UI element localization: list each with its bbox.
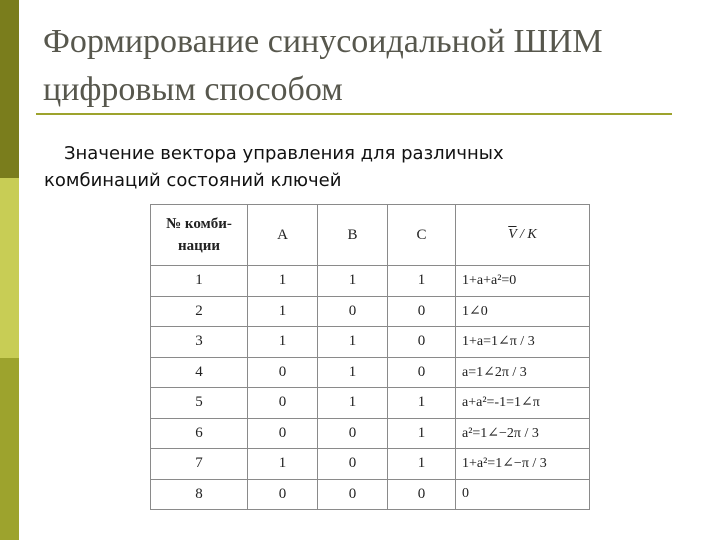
- header-a: A: [248, 205, 318, 266]
- table-row: [151, 449, 590, 480]
- slide-title: [43, 18, 683, 114]
- cell-vector-expression: a+a²=-1=1∠π: [456, 388, 590, 419]
- cell-vector-expression: 1+a=1∠π / 3: [456, 327, 590, 358]
- table-row: [151, 418, 590, 449]
- cell-combination-number: 7: [151, 449, 248, 480]
- header-b: B: [318, 205, 388, 266]
- table-row: [151, 357, 590, 388]
- cell-b: 1: [318, 327, 388, 358]
- table-caption-line-1: Значение вектора управления для различных: [64, 143, 504, 164]
- header-c: C: [388, 205, 456, 266]
- cell-b: 1: [318, 266, 388, 297]
- cell-c: 0: [388, 357, 456, 388]
- cell-a: 1: [248, 327, 318, 358]
- cell-b: 0: [318, 479, 388, 510]
- header-combination-line-1: № комби-: [166, 216, 232, 232]
- cell-combination-number: 2: [151, 296, 248, 327]
- cell-vector-expression: a²=1∠−2π / 3: [456, 418, 590, 449]
- accent-bar-middle: [0, 178, 19, 358]
- header-combination-line-2: нации: [177, 238, 221, 254]
- accent-bar-bottom: [0, 358, 19, 540]
- cell-c: 1: [388, 418, 456, 449]
- cell-b: 0: [318, 449, 388, 480]
- header-vector-over-k: [456, 205, 590, 266]
- title-underline: [36, 113, 672, 115]
- cell-c: 1: [388, 388, 456, 419]
- header-combination-number: [151, 205, 248, 266]
- slide-title-line-2: цифровым способом: [43, 71, 343, 108]
- table-row: [151, 266, 590, 297]
- header-slash-k: / K: [516, 227, 537, 242]
- cell-a: 0: [248, 479, 318, 510]
- cell-combination-number: 4: [151, 357, 248, 388]
- cell-c: 1: [388, 266, 456, 297]
- table-row: [151, 296, 590, 327]
- cell-b: 1: [318, 357, 388, 388]
- cell-combination-number: 1: [151, 266, 248, 297]
- table-caption: [44, 140, 684, 194]
- cell-c: 0: [388, 327, 456, 358]
- table-row: [151, 479, 590, 510]
- table-caption-line-2: комбинаций состояний ключей: [44, 170, 342, 191]
- cell-a: 0: [248, 357, 318, 388]
- cell-a: 0: [248, 388, 318, 419]
- cell-a: 1: [248, 296, 318, 327]
- cell-vector-expression: 1∠0: [456, 296, 590, 327]
- cell-b: 0: [318, 296, 388, 327]
- table-header-row: [151, 205, 590, 266]
- cell-a: 1: [248, 266, 318, 297]
- cell-a: 0: [248, 418, 318, 449]
- cell-combination-number: 3: [151, 327, 248, 358]
- cell-c: 1: [388, 449, 456, 480]
- header-vector-symbol: $\overline{V}$: [508, 227, 517, 242]
- cell-c: 0: [388, 296, 456, 327]
- cell-c: 0: [388, 479, 456, 510]
- cell-vector-expression: 0: [456, 479, 590, 510]
- switch-state-table: [150, 204, 590, 510]
- accent-bar-top: [0, 0, 19, 178]
- cell-b: 0: [318, 418, 388, 449]
- slide-title-line-1: Формирование синусоидальной ШИМ: [43, 23, 603, 60]
- table-row: [151, 388, 590, 419]
- cell-b: 1: [318, 388, 388, 419]
- cell-combination-number: 8: [151, 479, 248, 510]
- cell-vector-expression: 1+a²=1∠−π / 3: [456, 449, 590, 480]
- cell-combination-number: 5: [151, 388, 248, 419]
- cell-a: 1: [248, 449, 318, 480]
- table-row: [151, 327, 590, 358]
- cell-combination-number: 6: [151, 418, 248, 449]
- cell-vector-expression: 1+a+a²=0: [456, 266, 590, 297]
- cell-vector-expression: a=1∠2π / 3: [456, 357, 590, 388]
